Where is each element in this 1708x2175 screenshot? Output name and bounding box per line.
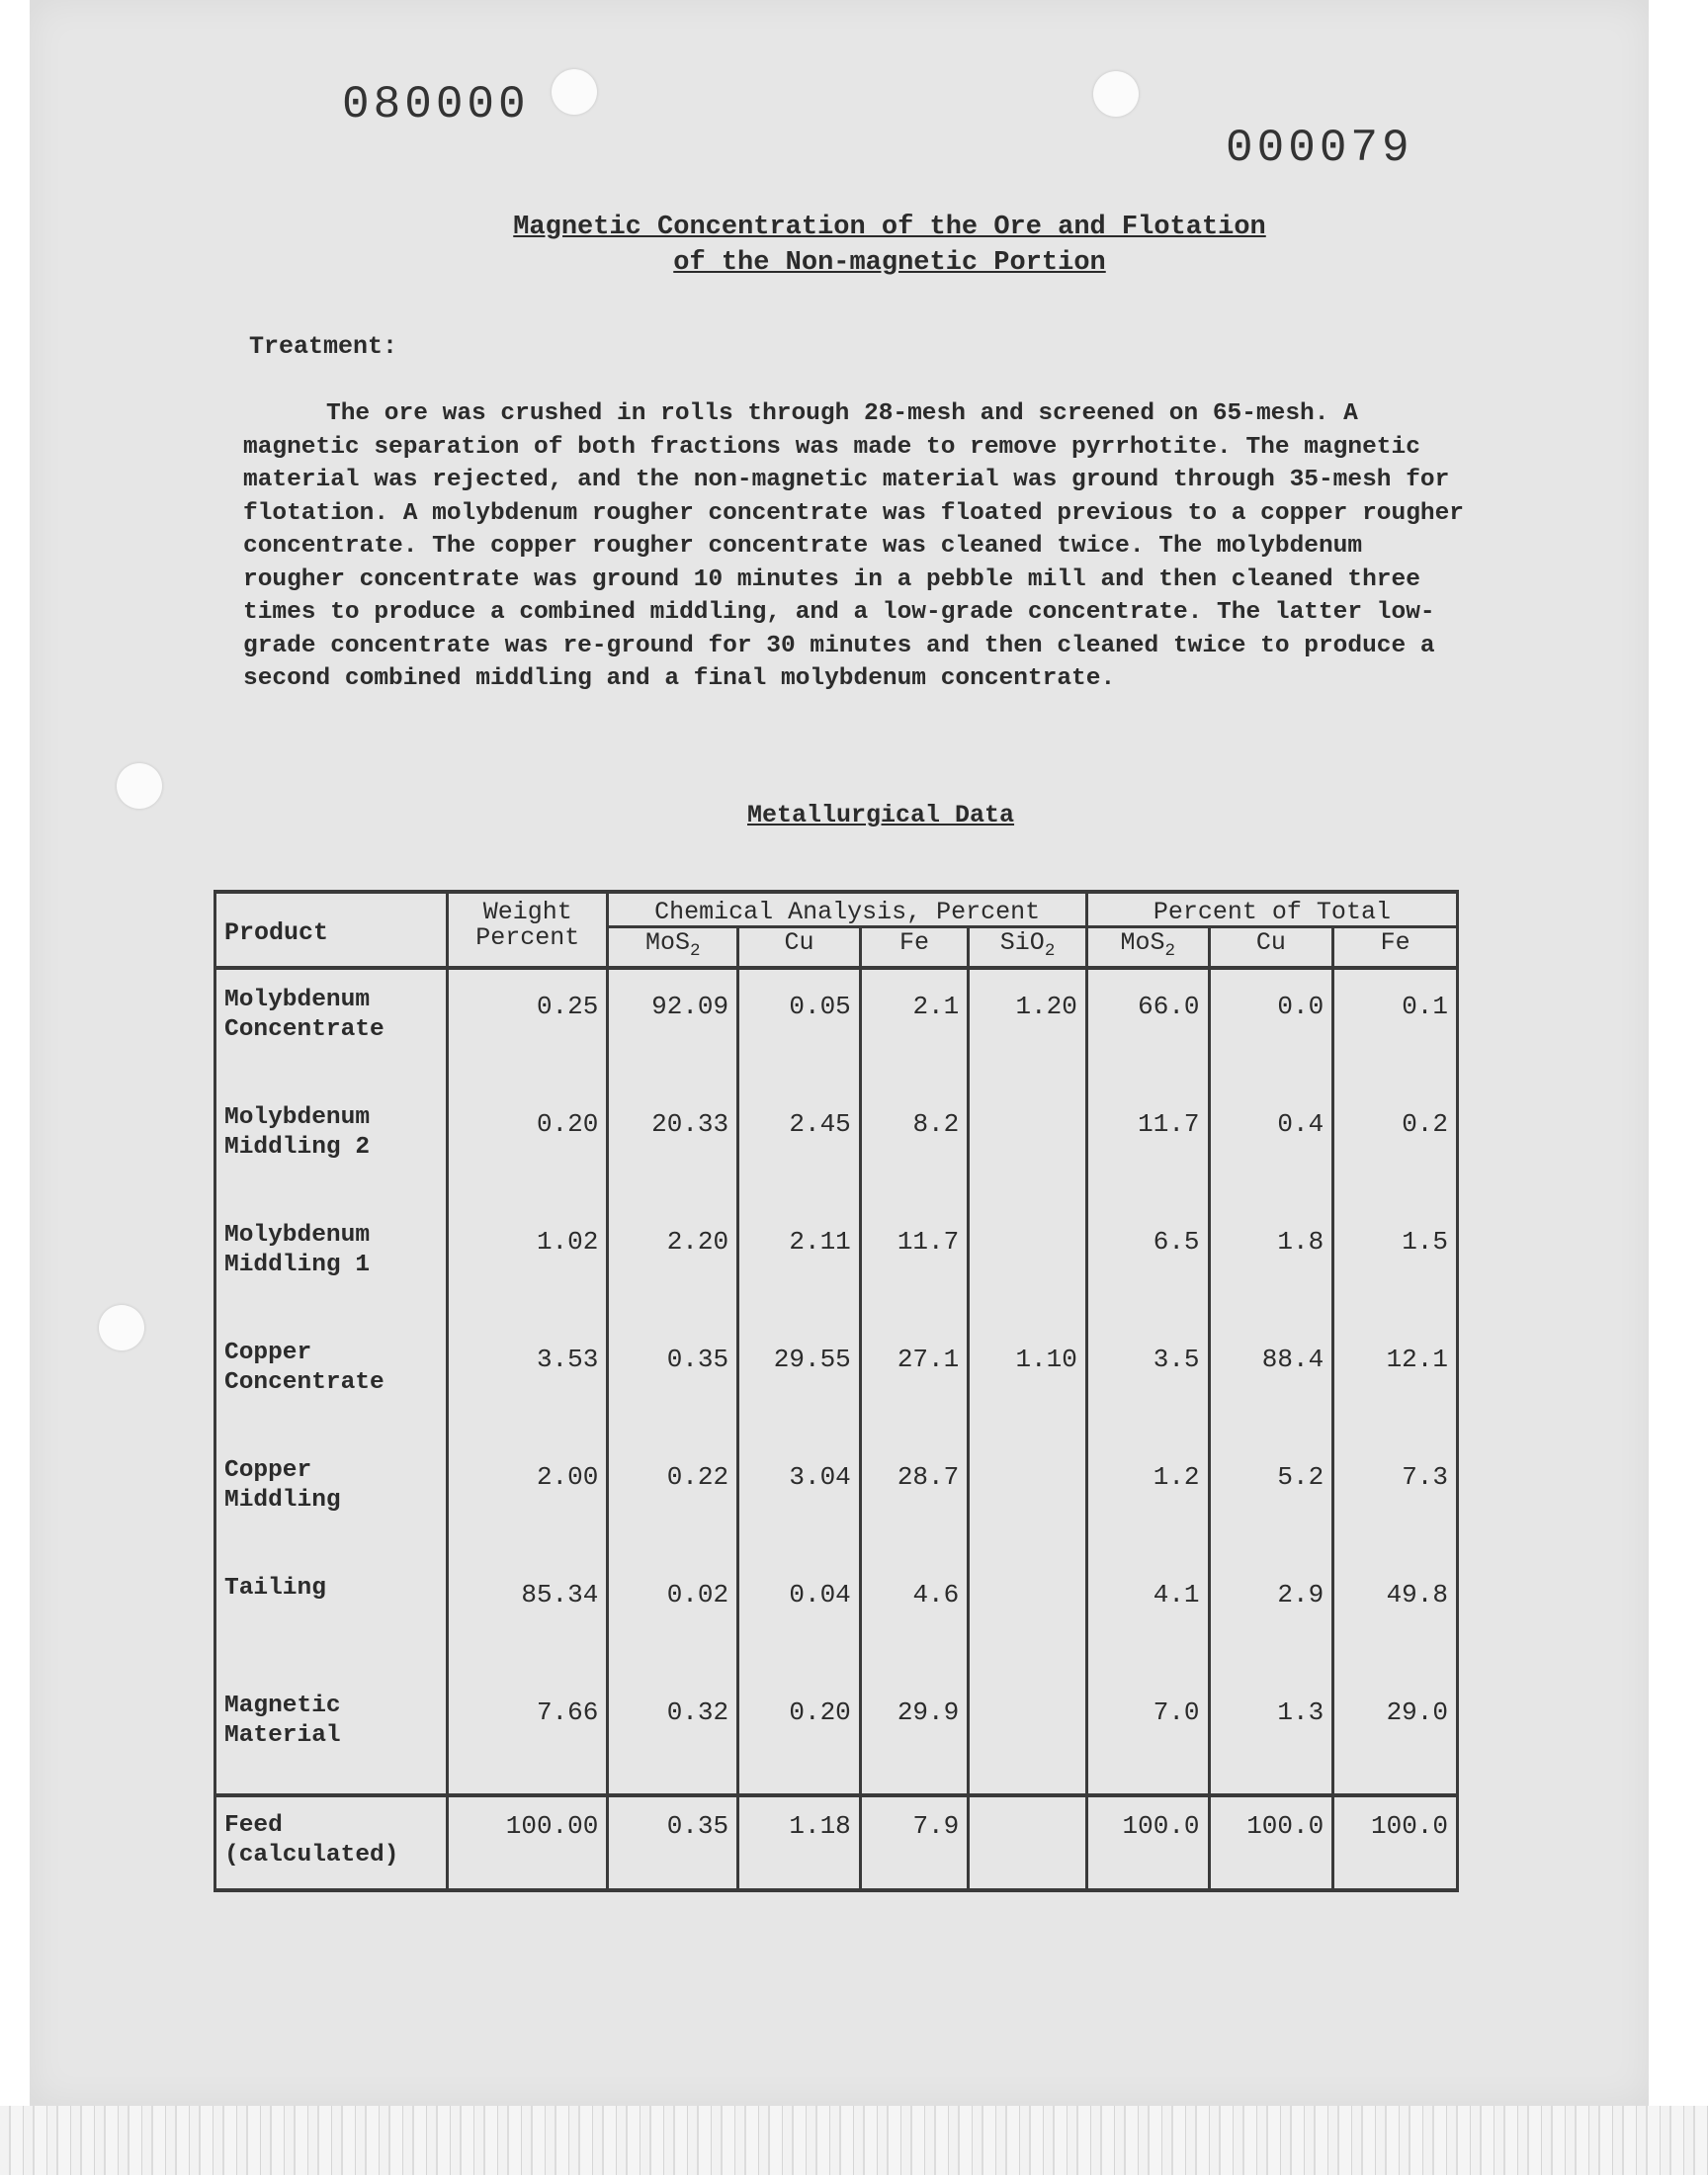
cell-t-cu: 1.3 (1209, 1676, 1333, 1795)
product-name-cell (215, 1205, 448, 1323)
product-name-cell (215, 1088, 448, 1205)
cell-fe: 27.1 (860, 1323, 968, 1440)
product-name-cell (215, 1323, 448, 1440)
section-title: Metallurgical Data (747, 801, 1015, 829)
product-name-line1: Feed (224, 1812, 283, 1839)
cell-cu: 1.18 (738, 1795, 861, 1890)
cell-weight: 2.00 (448, 1440, 608, 1558)
cell-fe: 28.7 (860, 1440, 968, 1558)
cell-t-cu: 2.9 (1209, 1558, 1333, 1676)
feed-row (215, 1795, 1458, 1890)
cell-t-fe: 1.5 (1333, 1205, 1458, 1323)
cell-cu: 29.55 (738, 1323, 861, 1440)
cell-fe: 7.9 (860, 1795, 968, 1890)
cell-cu: 2.45 (738, 1088, 861, 1205)
cell-t-mos2: 66.0 (1086, 968, 1209, 1088)
scan-bottom-strip (0, 2106, 1708, 2175)
document-number-left: 080000 (342, 79, 530, 130)
cell-mos2: 0.35 (608, 1795, 738, 1890)
cell-t-fe: 0.1 (1333, 968, 1458, 1088)
cell-t-mos2: 11.7 (1086, 1088, 1209, 1205)
header-chem-sio2: SiO$_2$ (969, 927, 1087, 969)
punch-hole (1093, 71, 1139, 117)
cell-t-fe: 49.8 (1333, 1558, 1458, 1676)
title-line-1: Magnetic Concentration of the Ore and Flotation (513, 213, 1266, 242)
header-total-fe: Fe (1333, 927, 1458, 969)
treatment-heading: Treatment: (249, 332, 398, 361)
product-name-line1: Copper (224, 1340, 312, 1366)
cell-mos2: 0.35 (608, 1323, 738, 1440)
table-header-row (215, 892, 1458, 927)
cell-weight: 0.25 (448, 968, 608, 1088)
cell-t-mos2: 1.2 (1086, 1440, 1209, 1558)
title-line-2: of the Non-magnetic Portion (673, 248, 1106, 278)
product-name-line2: Concentrate (224, 1016, 384, 1043)
header-chemical-analysis: Chemical Analysis, Percent (608, 892, 1087, 927)
product-name-line1: Molybdenum (224, 1104, 371, 1131)
cell-sio2 (969, 1795, 1087, 1890)
cell-mos2: 2.20 (608, 1205, 738, 1323)
cell-cu: 0.05 (738, 968, 861, 1088)
cell-fe: 8.2 (860, 1088, 968, 1205)
cell-mos2: 20.33 (608, 1088, 738, 1205)
table-row (215, 1323, 1458, 1440)
cell-t-cu: 0.0 (1209, 968, 1333, 1088)
product-name-cell (215, 1558, 448, 1676)
product-name-line2: Middling 1 (224, 1252, 371, 1278)
product-name-line2: Material (224, 1722, 341, 1749)
cell-t-fe: 12.1 (1333, 1323, 1458, 1440)
product-name-line2: (calculated) (224, 1842, 399, 1869)
cell-weight: 3.53 (448, 1323, 608, 1440)
cell-mos2: 0.02 (608, 1558, 738, 1676)
header-weight-line1: Weight (482, 898, 572, 926)
cell-sio2 (969, 1205, 1087, 1323)
product-name-line1: Molybdenum (224, 987, 371, 1013)
treatment-paragraph: The ore was crushed in rolls through 28-mesh and screened on 65-mesh. A magnetic separation of both fractions was made to remove pyrrhotite. The magnetic material was rejected, and the non-magnetic material was ground through 35-mesh for flotation. A molybdenum rougher concentrate was floated previous to a copper rougher concentrate. The copper rougher concentrate was cleaned twice. The molybdenum rougher concentrate was ground 10 minutes in a pebble mill and then cleaned three times to produce a combined middling, and a low-grade concentrate. The latter low-grade concentrate was re-ground for 30 minutes and then cleaned twice to produce a second combined middling and a final molybdenum concentrate. (243, 400, 1465, 692)
cell-cu: 2.11 (738, 1205, 861, 1323)
cell-t-cu: 0.4 (1209, 1088, 1333, 1205)
product-name-cell (215, 1676, 448, 1795)
cell-t-cu: 88.4 (1209, 1323, 1333, 1440)
metallurgical-data-table (214, 890, 1459, 1892)
cell-weight: 85.34 (448, 1558, 608, 1676)
cell-sio2 (969, 1440, 1087, 1558)
cell-sio2 (969, 1558, 1087, 1676)
header-chem-mos2: MoS$_2$ (608, 927, 738, 969)
cell-t-mos2: 6.5 (1086, 1205, 1209, 1323)
product-name-line2: Middling 2 (224, 1134, 371, 1161)
header-weight-percent (448, 892, 608, 968)
cell-t-fe: 7.3 (1333, 1440, 1458, 1558)
table-row (215, 1088, 1458, 1205)
cell-sio2: 1.10 (969, 1323, 1087, 1440)
cell-t-mos2: 3.5 (1086, 1323, 1209, 1440)
table-row (215, 968, 1458, 1088)
cell-sio2: 1.20 (969, 968, 1087, 1088)
product-name-cell (215, 1440, 448, 1558)
cell-fe: 11.7 (860, 1205, 968, 1323)
cell-weight: 100.00 (448, 1795, 608, 1890)
cell-t-cu: 1.8 (1209, 1205, 1333, 1323)
header-product: Product (215, 892, 448, 968)
product-name-line2: Middling (224, 1487, 341, 1514)
cell-mos2: 92.09 (608, 968, 738, 1088)
table-row (215, 1558, 1458, 1676)
product-name-line2: Concentrate (224, 1369, 384, 1396)
cell-t-mos2: 100.0 (1086, 1795, 1209, 1890)
punch-hole (99, 1305, 144, 1350)
product-name-line1: Tailing (224, 1575, 326, 1602)
document-number-right: 000079 (1226, 123, 1413, 174)
cell-mos2: 0.22 (608, 1440, 738, 1558)
header-chem-cu: Cu (738, 927, 861, 969)
product-name-cell (215, 968, 448, 1088)
cell-sio2 (969, 1676, 1087, 1795)
cell-fe: 29.9 (860, 1676, 968, 1795)
cell-cu: 0.20 (738, 1676, 861, 1795)
cell-cu: 3.04 (738, 1440, 861, 1558)
cell-t-fe: 0.2 (1333, 1088, 1458, 1205)
cell-weight: 7.66 (448, 1676, 608, 1795)
header-total-mos2: MoS$_2$ (1086, 927, 1209, 969)
cell-t-cu: 5.2 (1209, 1440, 1333, 1558)
header-chem-fe: Fe (860, 927, 968, 969)
cell-mos2: 0.32 (608, 1676, 738, 1795)
document-title (326, 210, 1453, 281)
cell-sio2 (969, 1088, 1087, 1205)
cell-fe: 2.1 (860, 968, 968, 1088)
cell-t-fe: 29.0 (1333, 1676, 1458, 1795)
punch-hole (117, 763, 162, 809)
product-name-line1: Copper (224, 1457, 312, 1484)
product-name-line1: Magnetic (224, 1693, 341, 1719)
header-total-cu: Cu (1209, 927, 1333, 969)
cell-fe: 4.6 (860, 1558, 968, 1676)
header-weight-line2: Percent (475, 923, 580, 952)
cell-weight: 0.20 (448, 1088, 608, 1205)
product-name-line1: Molybdenum (224, 1222, 371, 1249)
table-row (215, 1676, 1458, 1795)
cell-t-fe: 100.0 (1333, 1795, 1458, 1890)
table-row (215, 1440, 1458, 1558)
cell-cu: 0.04 (738, 1558, 861, 1676)
cell-weight: 1.02 (448, 1205, 608, 1323)
punch-hole (552, 69, 597, 115)
product-name-cell (215, 1795, 448, 1890)
cell-t-cu: 100.0 (1209, 1795, 1333, 1890)
cell-t-mos2: 7.0 (1086, 1676, 1209, 1795)
cell-t-mos2: 4.1 (1086, 1558, 1209, 1676)
scan-margin (1649, 0, 1708, 2175)
table-row (215, 1205, 1458, 1323)
header-percent-of-total: Percent of Total (1086, 892, 1457, 927)
